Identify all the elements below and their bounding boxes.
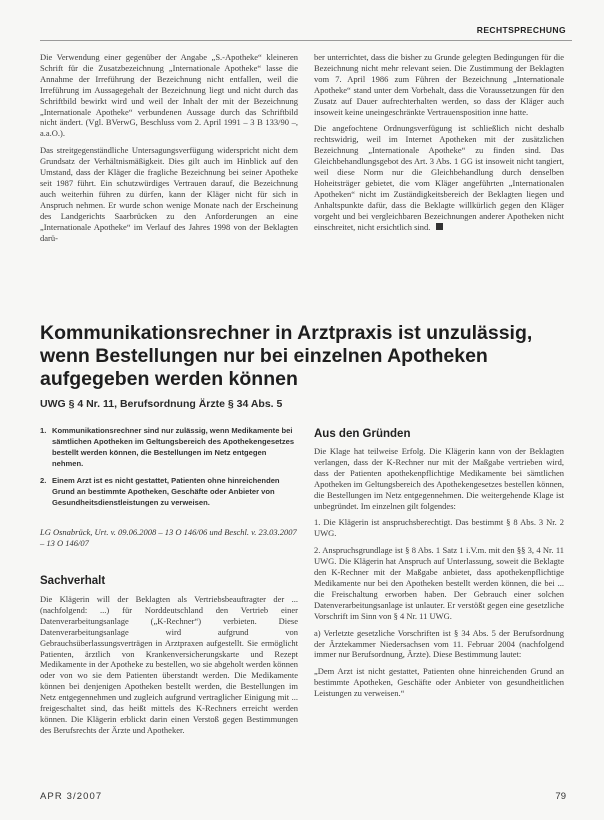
section-label: RECHTSPRECHUNG [476,25,566,35]
paragraph [314,123,564,232]
section-title-gruende: Aus den Gründen [314,428,411,440]
paragraph: Die Klage hat teilweise Erfolg. Die Klägerin kann von der Beklagten verlangen, dass der K-Rechner nur mit der Maßgabe vertrieben wird, dass der Patienten apothekenpflichtige Medikamente bei sämtlichen Apotheken im Geltungsbereich des Apothekengesetzes bestellen können, die Bestellungen im Netz entgegennehmen. Die weitergehende Klage ist unbegründet. Im einzelnen gilt folgendes: [314,446,564,511]
continued-text-left [40,52,298,249]
paragraph: a) Verletzte gesetzliche Vorschriften ist § 34 Abs. 5 der Berufsordnung der Ärztekammer Niedersachsen vom 11. Februar 2004 (nachfolgend immer nur Berufsordnung, Ärzte). Diese Bestimmung lautet: [314,627,564,660]
journal-issue: APR 3/2007 [40,791,103,802]
guideline-number: 2. [40,476,47,485]
section-title-sachverhalt: Sachverhalt [40,575,106,587]
guideline-item [40,425,298,469]
guiding-principles [40,425,298,514]
paragraph: ber unterrichtet, dass die bisher zu Grunde gelegten Bedingungen für die Bezeichnung nicht mehr relevant seien. Die Zustimmung der Beklagten vom 7. April 1986 zum Führen der Bezeichnung „Internationale Apotheke“ stand unter dem Vorbehalt, dass die Voraussetzungen für den Zusatz auf Dauer aufrechterhalten werden, so dass der Kläger auch insoweit keine uneingeschränkte Vertrauensposition inne hatte. [314,52,564,117]
sachverhalt-text [40,594,298,742]
guideline-text: Einem Arzt ist es nicht gestattet, Patienten ohne hinreichenden Grund an bestimmte Apotheken, Geschäfte oder Anbieter von Gesundheitsdienstleistungen zu verweisen. [52,476,280,507]
header-rule [40,40,572,41]
paragraph: 2. Anspruchsgrundlage ist § 8 Abs. 1 Satz 1 i.V.m. mit den §§ 3, 4 Nr. 11 UWG. Die Klägerin hat Anspruch auf Unterlassung, soweit die Beklagte den K-Rechner mit der Maßgabe anbietet, dass apothekenpflichtige Medikamente nur bei den Apotheken bestellt werden können, die bei ... die Freischaltung erworben haben. Der Gebrauch einer solchen Datenverarbeitungsanlage ist unlauter. Er verstößt gegen eine gesetzliche Vorschrift im Sinn von § 4 Nr. 11 UWG. [314,545,564,621]
paragraph: Das streitgegenständliche Untersagungsverfügung widerspricht nicht dem Grundsatz der Verhältnismäßigkeit. Dies gilt auch im Hinblick auf den Umstand, dass der Kläger die fragliche Bezeichnung bei seiner Apotheke seit 1987 führt. Ein schutzwürdiges Vertrauen darauf, die Bezeichnung auch weiterhin führen zu dürfen, kann der Kläger nicht für sich in Anspruch nehmen. Er wurde schon wenige Monate nach der Erscheinung des Landgerichts Saarbrücken zu den Anforderungen an eine „Internationale Apotheke“ im Verlauf des Jahres 1998 von der Beklagten darü- [40,145,298,243]
article-subheading: UWG § 4 Nr. 11, Berufsordnung Ärzte § 34 Abs. 5 [40,398,283,410]
guideline-number: 1. [40,426,47,435]
quotation: „Dem Arzt ist nicht gestattet, Patienten ohne hinreichenden Grund an bestimmte Apotheken, Geschäfte oder Anbieter von gesundheitlichen Leistungen zu verweisen.“ [314,666,564,699]
paragraph: Die Klägerin will der Beklagten als Vertriebsbeauftragter der ... (nachfolgend: ...) für Norddeutschland den Vertrieb einer Datenverarbeitungsanlage („K-Rechner“) verbieten. Diese Datenverarbeitungsanlage wird aufgrund von Gebrauchsüberlassungsverträgen in Arztpraxen aufgestellt. Sie ermöglicht Patienten, ärztlich von Krankenversicherungskarte und Rezept Medikamente in der Apotheke zu bestellen, wo sie abgeholt werden können oder von wo sie dem Patienten überstandt werden. Die Medikamente können bei denjenigen Apotheken bestellt werden, die Bestellungen im Netz entgegennehmen und zugleich aufgrund vertraglicher Einigung mit ... freigeschaltet sind, das heißt mittels des K-Rechners erreicht werden können. Die Klägerin erblickt darin einen Verstoß gegen Bestimmungen des Berufsrechts der Ärzte und Apotheker. [40,594,298,735]
article-headline: Kommunikationsrechner in Arztpraxis ist unzulässig, wenn Bestellungen nur bei einzelnen Apotheken aufgegeben werden können [40,322,533,390]
paragraph-text: Die angefochtene Ordnungsverfügung ist schließlich nicht deshalb rechtswidrig, weil im Internet Apotheken mit der zusätzlichen Bezeichnung „Internationale Apotheke“ zu finden sind. Das Gleichbehandlungsgebot des Art. 3 Abs. 1 GG ist insoweit nicht tangiert, weil diese Norm nur die Gleichbehandlung durch denselben Hoheitsträger gebietet, die vom Kläger angeführten „Internationalen Apotheken“ nicht im Zuständigkeitsbereich der Beklagten liegen und Anhaltspunkte dafür, dass die Beklagte willkürlich gegen den Kläger vorgeht und bei vergleichbaren Bezeichnungen anderer Apotheken nicht einschreitet, nicht ersichtlich sind. [314,123,564,232]
guideline-text: Kommunikationsrechner sind nur zulässig, wenn Medikamente bei sämtlichen Apotheken im Geltungsbereich des Apothekengesetzes bestellt werden können, die Bestellungen im Netz entgegen nehmen. [52,426,295,468]
end-of-article-mark [436,223,443,230]
page-number: 79 [555,791,566,802]
gruende-text [314,446,564,705]
paragraph: Die Verwendung einer gegenüber der Angabe „S.-Apotheke“ kleineren Schrift für die Zusatzbezeichnung „Internationale Apotheke“ lasse die Annahme der Irreführung der Bezeichnung nicht entfallen, weil die Irreführung im Aussagegehalt der Bezeichnung liegt und nicht durch das Schriftbild bewirkt wird und weil der Inhalt der mit der Bezeichnung „Internationale Apotheke“ verbundenen Aussage durch das Schriftbild nicht ändert. (Vgl. BVerwG, Beschluss vom 2. April 1991 – 3 B 133/90 –, a.a.O.). [40,52,298,139]
paragraph: 1. Die Klägerin ist anspruchsberechtigt. Das bestimmt § 8 Abs. 3 Nr. 2 UWG. [314,517,564,539]
continued-text-right [314,52,564,239]
court-reference: LG Osnabrück, Urt. v. 09.06.2008 – 13 O 146/06 und Beschl. v. 23.03.2007 – 13 O 146/07 [40,527,297,548]
guideline-item [40,475,298,508]
